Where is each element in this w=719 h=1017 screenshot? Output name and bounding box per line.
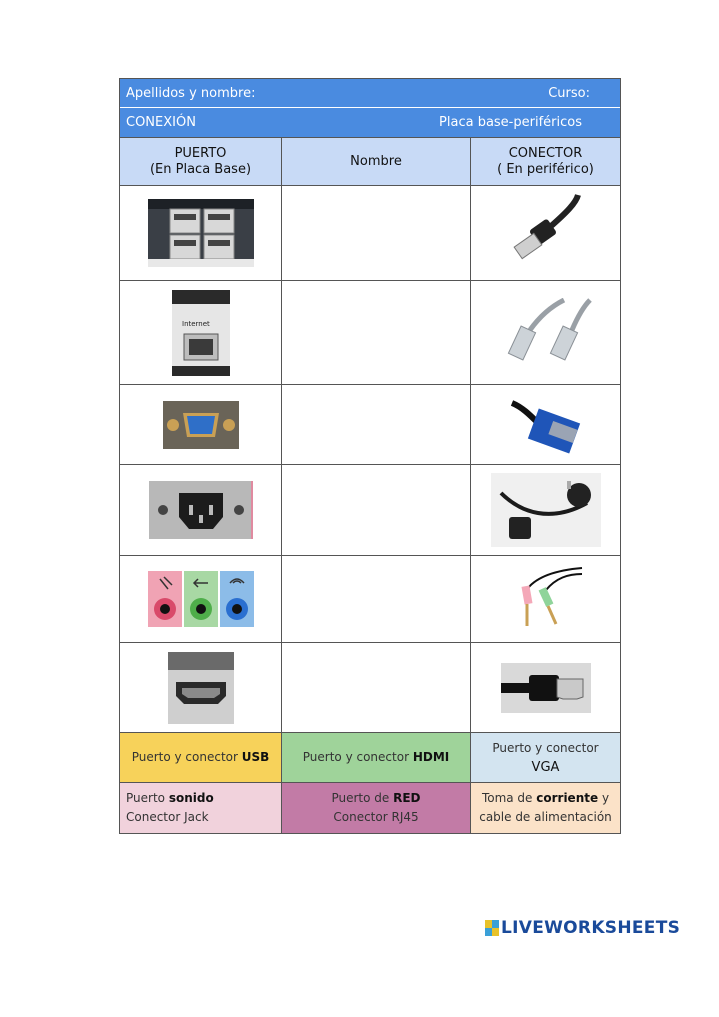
port-cell <box>120 385 282 464</box>
section-subtitle: Placa base-periféricos <box>439 115 582 130</box>
name-column-header <box>282 138 471 185</box>
port-column-header <box>120 138 282 185</box>
answer-cell[interactable] <box>282 186 471 280</box>
ethernet-port-icon <box>172 290 230 376</box>
table-row <box>120 385 620 465</box>
answer-cell[interactable] <box>282 281 471 384</box>
answer-cell[interactable] <box>282 643 471 732</box>
port-cell <box>120 281 282 384</box>
option-vga-bold: VGA <box>531 759 560 775</box>
connector-column-header <box>471 138 620 185</box>
section-title: CONEXIÓN <box>126 115 196 130</box>
student-info-bar <box>120 79 620 108</box>
port-cell <box>120 643 282 732</box>
hdmi-cable-icon <box>501 663 591 713</box>
connector-cell <box>471 465 620 555</box>
table-row <box>120 465 620 556</box>
answer-cell[interactable] <box>282 385 471 464</box>
table-row <box>120 186 620 281</box>
vga-cable-icon <box>506 395 586 455</box>
usb-cable-icon <box>506 193 586 273</box>
option-red-bold: RED <box>393 791 421 805</box>
answer-cell[interactable] <box>282 556 471 642</box>
course-label: Curso: <box>548 85 590 101</box>
logo-mark-icon <box>485 920 499 936</box>
connector-cell <box>471 186 620 280</box>
power-cable-icon <box>491 473 601 547</box>
option-hdmi-text: Puerto y conector <box>302 750 413 764</box>
table-row <box>120 281 620 385</box>
option-hdmi-bold: HDMI <box>412 750 450 764</box>
port-cell <box>120 465 282 555</box>
option-red[interactable] <box>282 783 471 833</box>
brand-name: LIVEWORKSHEETS <box>501 918 681 938</box>
connector-cell <box>471 385 620 464</box>
option-usb-bold: USB <box>241 750 270 764</box>
port-header-line2: (En Placa Base) <box>149 161 252 177</box>
option-power-line2: cable de alimentación <box>479 810 612 824</box>
rj45-cables-icon <box>500 298 592 368</box>
options-row <box>120 783 620 833</box>
usb-port-icon <box>148 199 254 267</box>
table-row <box>120 643 620 733</box>
power-socket-icon <box>149 481 253 539</box>
option-sound-line2: Conector Jack <box>126 810 209 824</box>
internet-label: Internet <box>181 319 210 328</box>
liveworksheets-logo <box>485 918 680 938</box>
option-power-post: y <box>598 791 610 805</box>
table-row <box>120 556 620 643</box>
option-vga-text: Puerto y conector <box>492 740 599 755</box>
vga-port-icon <box>163 401 239 449</box>
port-header-line1: PUERTO <box>174 145 227 161</box>
options-row <box>120 733 620 783</box>
connector-cell <box>471 281 620 384</box>
connector-header-line1: CONECTOR <box>508 145 583 161</box>
option-red-line2: Conector RJ45 <box>333 810 419 824</box>
hdmi-port-icon <box>168 652 234 724</box>
name-label: Apellidos y nombre: <box>126 85 256 101</box>
option-power-bold: corriente <box>536 791 599 805</box>
connector-header-line2: ( En periférico) <box>497 161 594 177</box>
option-sound-bold: sonido <box>168 791 214 805</box>
option-sound-text: Puerto <box>126 791 169 805</box>
audio-jack-ports-icon <box>148 571 254 627</box>
section-bar <box>120 108 620 138</box>
port-cell <box>120 556 282 642</box>
answer-cell[interactable] <box>282 465 471 555</box>
worksheet-table <box>119 78 621 834</box>
connector-cell <box>471 643 620 732</box>
option-hdmi[interactable] <box>282 733 471 782</box>
option-vga[interactable] <box>471 733 620 782</box>
option-sound[interactable] <box>120 783 282 833</box>
option-power-text: Toma de <box>481 791 537 805</box>
port-cell <box>120 186 282 280</box>
option-usb-text: Puerto y conector <box>131 750 242 764</box>
audio-jack-cables-icon <box>508 566 584 632</box>
name-header: Nombre <box>350 153 402 169</box>
option-usb[interactable] <box>120 733 282 782</box>
column-header-row <box>120 138 620 186</box>
option-red-text: Puerto de <box>331 791 394 805</box>
option-power[interactable] <box>471 783 620 833</box>
connector-cell <box>471 556 620 642</box>
